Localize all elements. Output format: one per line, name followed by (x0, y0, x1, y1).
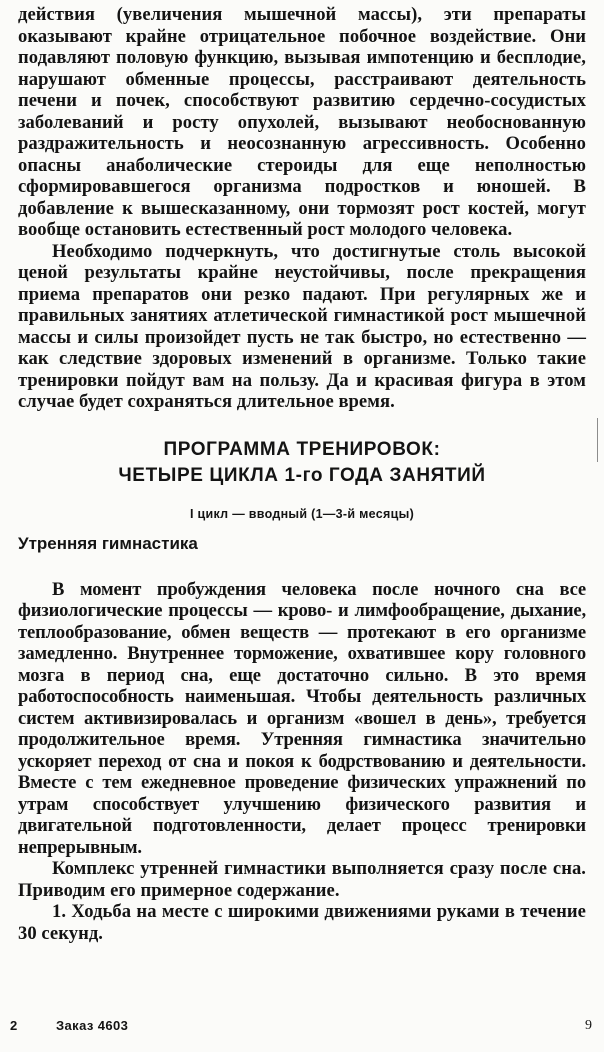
section-title (18, 437, 586, 489)
paragraph-morning-awakening: В момент пробуждения человека после ночного сна все физиологические процессы — крово- и лимфообращение, дыхание, теплообразование, обмен веществ — протекают в его организме замедленно. Внутреннее торможение, охватившее кору головного мозга в период сна, еще достаточно сильно. В это время работоспособность наименьшая. Чтобы деятельность различных систем активизировалась и организм «вошел в день», требуется продолжительное время. Утренняя гимнастика значительно ускоряет переход от сна и покоя к бодрствованию и деятельности. Вместе с тем ежедневное проведение физических упражнений по утрам способствует улучшению физического развития и двигательной подготовленности, делает процесс тренировки непрерывным. (18, 578, 586, 858)
paragraph-complex-intro: Комплекс утренней гимнастики выполняется сразу после сна. Приводим его примерное содержание. (18, 858, 586, 901)
section-title-line-2: ЧЕТЫРЕ ЦИКЛА 1-го ГОДА ЗАНЯТИЙ (118, 464, 486, 486)
book-page (18, 4, 586, 944)
page-footer (10, 1018, 592, 1038)
paragraph-exercise-1: 1. Ходьба на месте с широкими движениями руками в течение 30 секунд. (18, 901, 586, 944)
margin-mark (597, 418, 598, 462)
signature-mark: 2 (10, 1018, 18, 1033)
paragraph-results-stability: Необходимо подчеркнуть, что достигнутые столь высокой ценой результаты крайне неустойчивы, после прекращения приема препаратов они резко падают. При регулярных же и правильных занятиях атлетической гимнастикой рост мышечной массы и силы произойдет пусть не так быстро, но естественно — как следствие здоровых изменений в организме. Только такие тренировки пойдут вам на пользу. Да и красивая фигура в этом случае будет сохраняться длительное время. (18, 240, 586, 412)
section-title-line-1: ПРОГРАММА ТРЕНИРОВОК: (163, 438, 441, 460)
paragraph-steroid-effects: действия (увеличения мышечной массы), эти препараты оказывают крайне отрицательное побочное воздействие. Они подавляют половую функцию, вызывая импотенцию и бесплодие, нарушают обменные процессы, расстраивают деятельность печени и почек, способствуют развитию сердечно-сосудистых заболеваний и росту опухолей, вызывают необоснованную раздражительность и неосознанную агрессивность. Особенно опасны анаболические стероиды для еще неполностью сформировавшегося организма подростков и юношей. В добавление к вышесказанному, они тормозят рост костей, могут вообще остановить естественный рост молодого человека. (18, 4, 586, 240)
print-order-number: Заказ 4603 (56, 1018, 129, 1033)
subsection-title: I цикл — вводный (1—3-й месяцы) (189, 506, 415, 521)
heading-morning-exercise: Утренняя гимнастика (18, 533, 198, 553)
page-number: 9 (585, 1018, 592, 1033)
